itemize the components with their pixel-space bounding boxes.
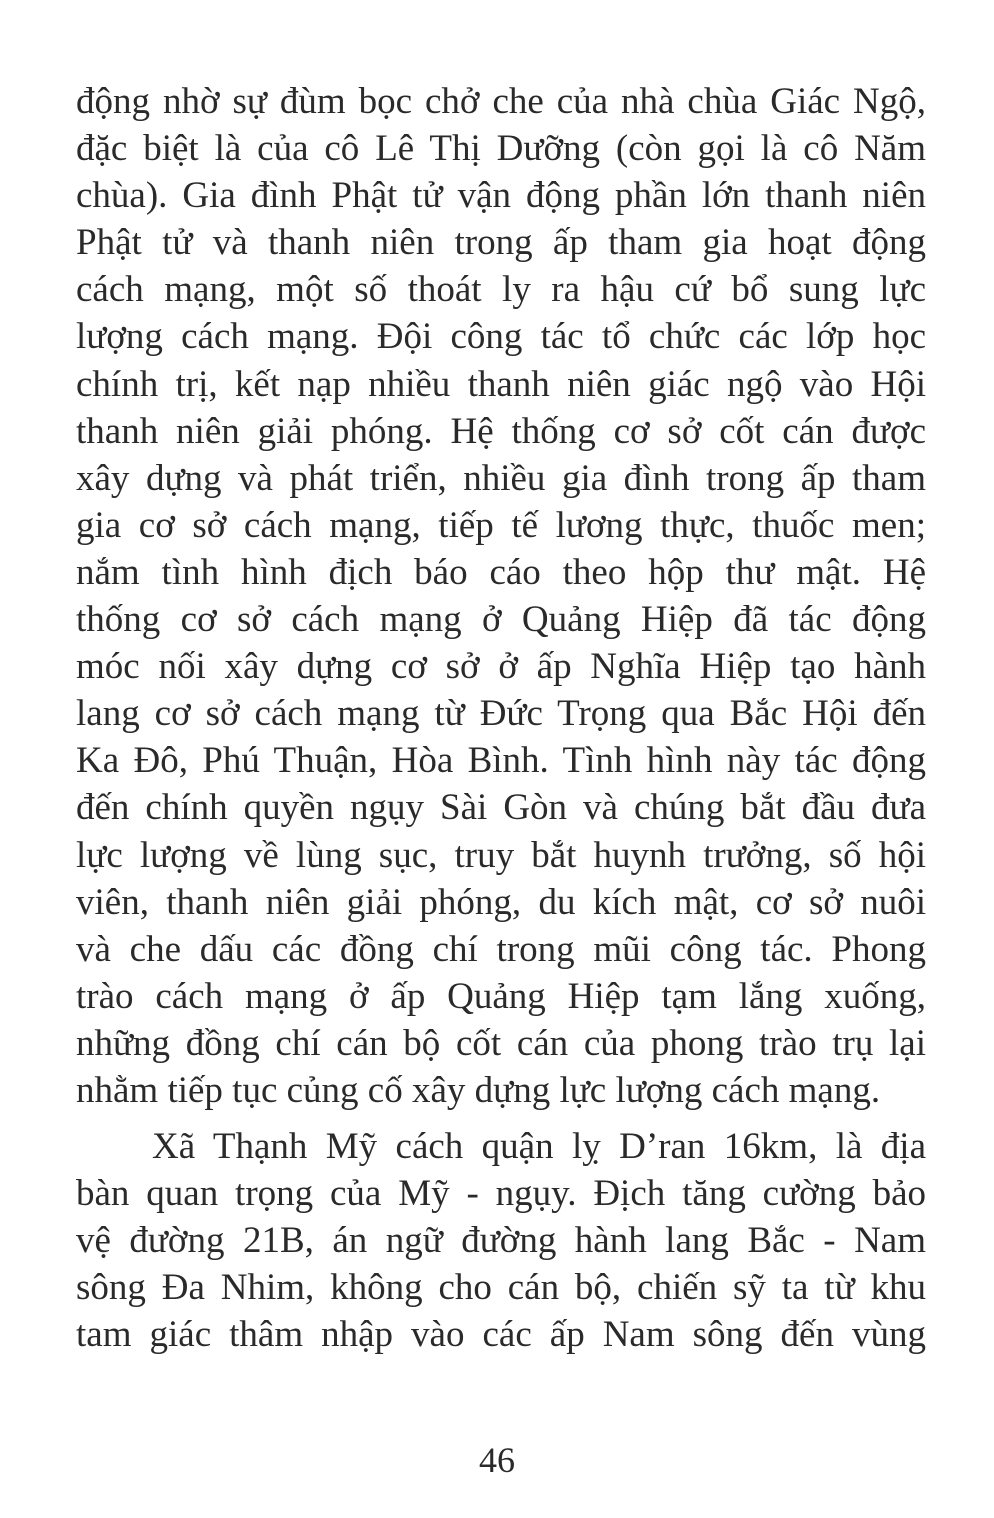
text-line: nhằm tiếp tục củng cố xây dựng lực lượng cách mạng. bbox=[76, 1069, 881, 1111]
text-line: lang cơ sở cách mạng từ Đức Trọng qua Bắc Hội đến bbox=[76, 693, 926, 735]
text-line: những đồng chí cán bộ cốt cán của phong trào trụ lại bbox=[76, 1022, 926, 1064]
text-line: xây dựng và phát triển, nhiều gia đình trong ấp tham bbox=[76, 457, 926, 499]
text-line: và che dấu các đồng chí trong mũi công tác. Phong bbox=[76, 928, 926, 970]
body-text bbox=[76, 78, 926, 1359]
text-line: sông Đa Nhim, không cho cán bộ, chiến sỹ ta từ khu bbox=[76, 1267, 926, 1309]
text-line: gia cơ sở cách mạng, tiếp tế lương thực, thuốc men; bbox=[76, 504, 926, 546]
text-line: viên, thanh niên giải phóng, du kích mật, cơ sở nuôi bbox=[76, 881, 926, 923]
text-line: lực lượng về lùng sục, truy bắt huynh trưởng, số hội bbox=[76, 834, 926, 876]
text-line: nắm tình hình địch báo cáo theo hộp thư mật. Hệ bbox=[76, 551, 926, 593]
text-line: Ka Đô, Phú Thuận, Hòa Bình. Tình hình này tác động bbox=[76, 740, 926, 782]
text-line: Xã Thạnh Mỹ cách quận lỵ D’ran 16km, là địa bbox=[152, 1126, 926, 1168]
page-number: 46 bbox=[479, 1440, 515, 1480]
text-line: móc nối xây dựng cơ sở ở ấp Nghĩa Hiệp tạo hành bbox=[76, 646, 926, 688]
text-line: lượng cách mạng. Đội công tác tổ chức các lớp học bbox=[76, 316, 926, 358]
text-line: tam giác thâm nhập vào các ấp Nam sông đến vùng bbox=[76, 1314, 926, 1356]
text-line: cách mạng, một số thoát ly ra hậu cứ bổ sung lực bbox=[76, 269, 926, 311]
text-line: thống cơ sở cách mạng ở Quảng Hiệp đã tác động bbox=[76, 599, 926, 641]
text-line: chùa). Gia đình Phật tử vận động phần lớn thanh niên bbox=[76, 175, 926, 217]
text-line: động nhờ sự đùm bọc chở che của nhà chùa Giác Ngộ, bbox=[76, 81, 926, 122]
text-line: thanh niên giải phóng. Hệ thống cơ sở cốt cán được bbox=[76, 410, 926, 452]
text-line: Phật tử và thanh niên trong ấp tham gia hoạt động bbox=[76, 222, 926, 264]
text-line: đến chính quyền ngụy Sài Gòn và chúng bắt đầu đưa bbox=[76, 787, 926, 829]
text-line: trào cách mạng ở ấp Quảng Hiệp tạm lắng xuống, bbox=[76, 975, 926, 1017]
text-line: vệ đường 21B, án ngữ đường hành lang Bắc - Nam bbox=[76, 1220, 926, 1262]
text-line: chính trị, kết nạp nhiều thanh niên giác ngộ vào Hội bbox=[76, 363, 926, 405]
text-line: đặc biệt là của cô Lê Thị Dưỡng (còn gọi là cô Năm bbox=[76, 128, 926, 170]
text-line: bàn quan trọng của Mỹ - ngụy. Địch tăng cường bảo bbox=[76, 1173, 926, 1215]
paragraph-spacer bbox=[76, 1114, 926, 1123]
paragraph-2 bbox=[76, 1123, 926, 1358]
paragraph-1 bbox=[76, 78, 926, 1114]
